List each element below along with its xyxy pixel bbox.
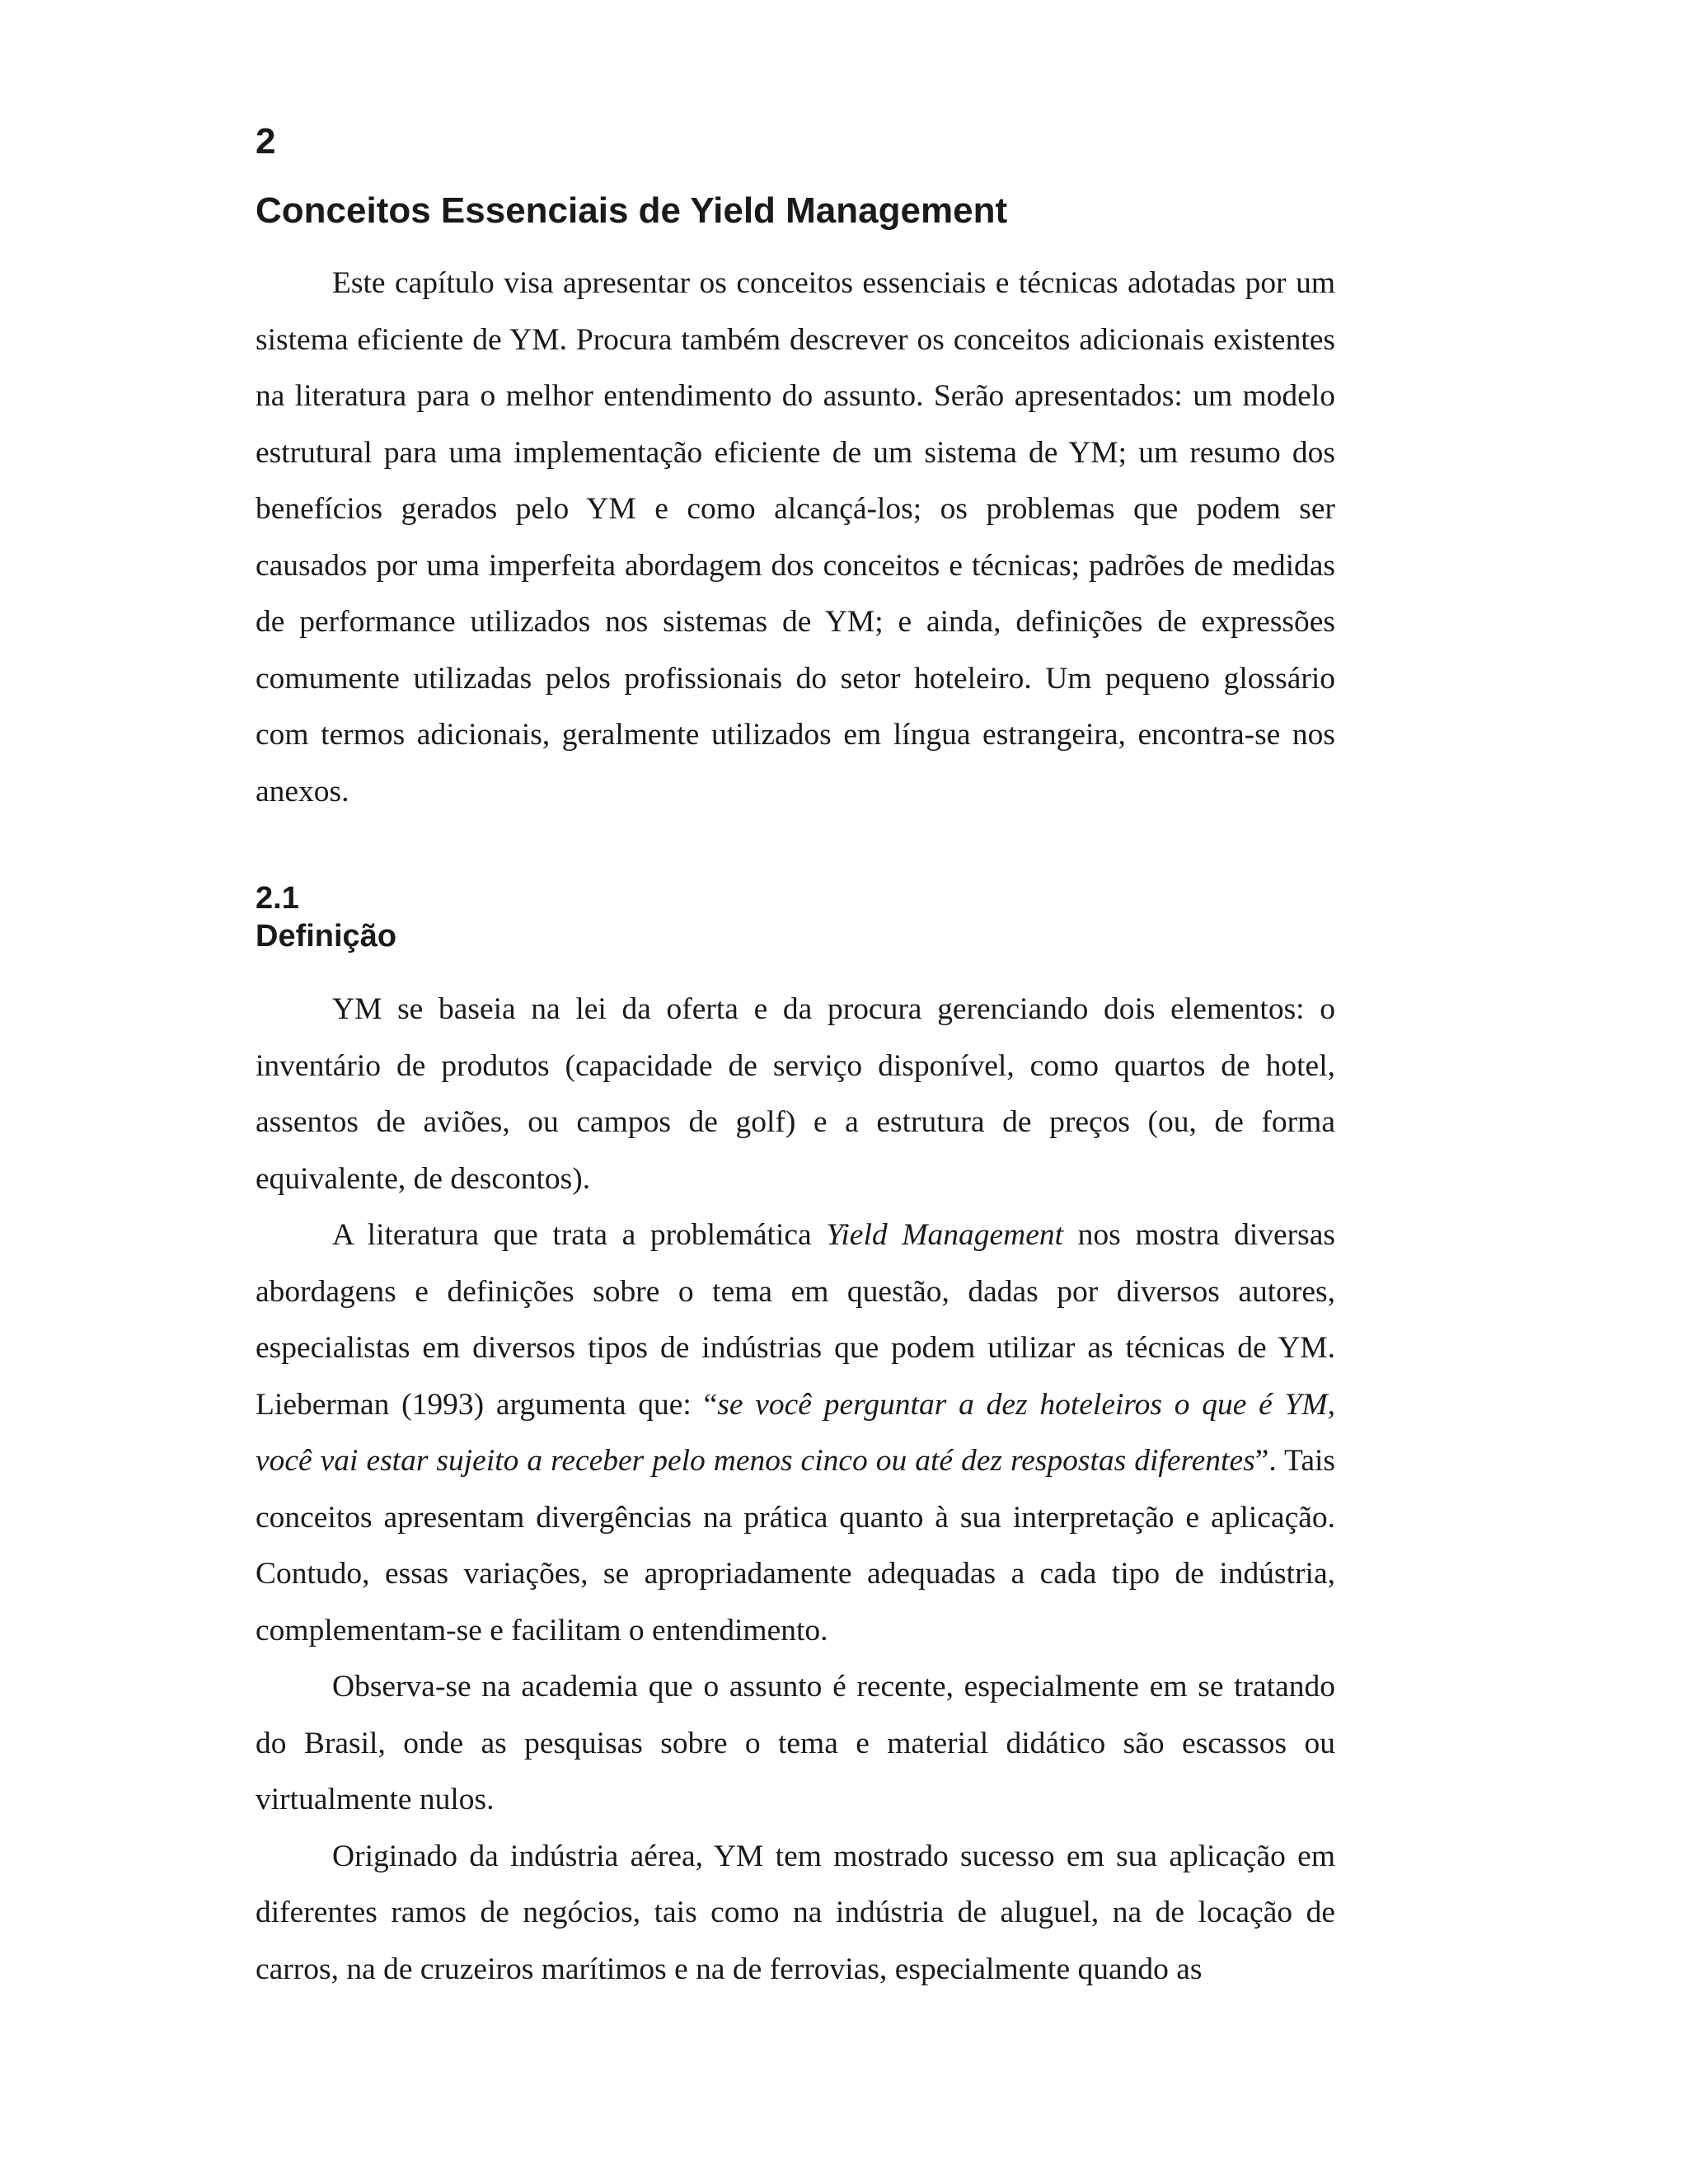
paragraph-text: ”. Tais conceitos apresentam divergências na prática quanto à sua interpretação e aplicação. Contudo, essas variações, se apropriadamente adequadas a cada tipo de indústria, complementam-se e facilitam o entendimento. [256,1444,1335,1647]
definition-paragraph-3: Observa-se na academia que o assunto é recente, especialmente em se tratando do Brasil, onde as pesquisas sobre o tema e material didático são escassos ou virtualmente nulos. [256,1670,1335,1816]
document-page [256,121,1335,1998]
section-number: 2.1 [256,881,299,916]
definition-paragraph-2 [256,1207,1335,1659]
paragraph-text: nos mostra diversas abordagens e definições sobre o tema em questão, dadas por diversos autores, especialistas em diversos tipos de indústrias que podem utilizar as técnicas de YM. Lieberman (1993) argumenta que: “ [256,1218,1335,1422]
chapter-title: Conceitos Essenciais de Yield Management [256,190,1008,231]
section-title: Definição [256,919,397,954]
italic-term: Yield Management [826,1218,1064,1252]
chapter-intro-paragraph: Este capítulo visa apresentar os conceitos essenciais e técnicas adotadas por um sistema eficiente de YM. Procura também descrever os conceitos adicionais existentes na literatura para o melhor entendimento do assunto. Serão apresentados: um modelo estrutural para uma implementação eficiente de um sistema de YM; um resumo dos benefícios gerados pelo YM e como alcançá-los; os problemas que podem ser causados por uma imperfeita abordagem dos conceitos e técnicas; padrões de medidas de performance utilizados nos sistemas de YM; e ainda, definições de expressões comumente utilizadas pelos profissionais do setor hoteleiro. Um pequeno glossário com termos adicionais, geralmente utilizados em língua estrangeira, encontra-se nos anexos. [256,266,1335,808]
italic-quote: se você perguntar a dez hoteleiros o que é YM, você vai estar sujeito a receber pelo menos cinco ou até dez respostas diferentes [256,1387,1335,1478]
chapter-number: 2 [256,121,276,162]
definition-paragraph-1: YM se baseia na lei da oferta e da procura gerenciando dois elementos: o inventário de produtos (capacidade de serviço disponível, como quartos de hotel, assentos de aviões, ou campos de golf) e a estrutura de preços (ou, de forma equivalente, de descontos). [256,992,1335,1196]
section-heading [256,879,1335,955]
paragraph-text: A literatura que trata a problemática [332,1218,827,1252]
definition-paragraph-4: Originado da indústria aérea, YM tem mostrado sucesso em sua aplicação em diferentes ramos de negócios, tais como na indústria de aluguel, na de locação de carros, na de cruzeiros marítimos e na de ferrovias, especialmente quando as [256,1839,1335,1986]
